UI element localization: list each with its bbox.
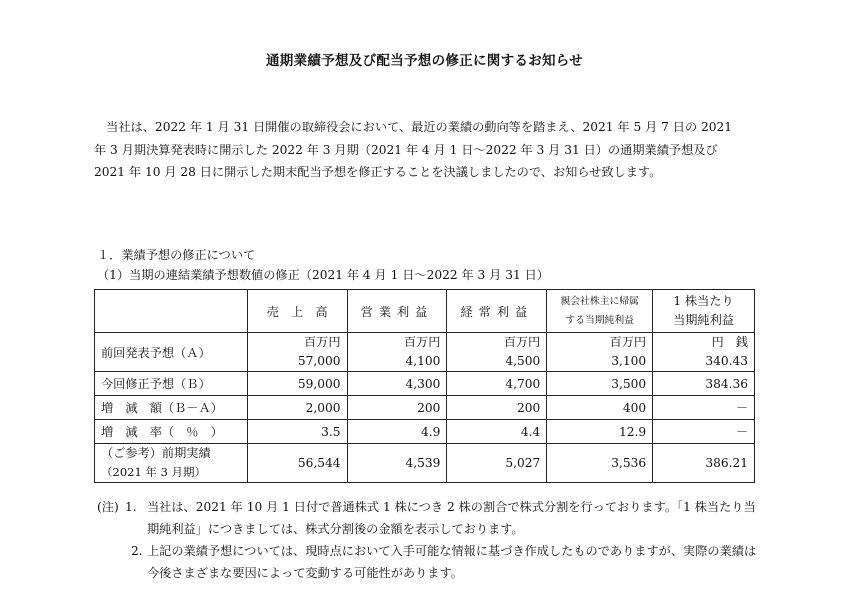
note-prefix: (注) bbox=[97, 500, 119, 514]
note-2 bbox=[97, 540, 757, 584]
header-blank bbox=[95, 290, 248, 333]
cell-operating: 4.9 bbox=[347, 420, 447, 444]
cell-eps: － bbox=[653, 396, 755, 420]
cell-eps: 384.36 bbox=[653, 372, 755, 396]
cell-net: 12.9 bbox=[547, 420, 653, 444]
table-row-rate bbox=[95, 420, 755, 444]
row-label: （ご参考）前期実績 （2021 年 3 月期） bbox=[95, 444, 248, 483]
cell-operating: 4,300 bbox=[347, 372, 447, 396]
table-row-revised-forecast bbox=[95, 372, 755, 396]
notes bbox=[97, 496, 757, 584]
intro-text: 当社は、2022 年 1 月 31 日開催の取締役会において、最近の業績の動向等を踏まえ、2021 年 5 月 7 日の 2021 年 3 月期決算発表時に開示した 2022 年 3 月期（2021 年 4 月 1 日～2022 年 3 月 31 日）の通期業績予想及び 2021 年 10 月 28 日に開示した期末配当予想を修正することを決議しましたので、お知らせ致します。 bbox=[94, 120, 733, 179]
cell-eps: 386.21 bbox=[653, 444, 755, 483]
header-net-income: 親会社株主に帰属 する当期純利益 bbox=[547, 290, 653, 333]
header-eps: 1 株当たり 当期純利益 bbox=[653, 290, 755, 333]
row-label: 前回発表予想（Ａ） bbox=[95, 333, 248, 372]
cell-sales: 3.5 bbox=[247, 420, 347, 444]
subsection-heading: （1）当期の連結業績予想数値の修正（2021 年 4 月 1 日～2022 年 3 月 31 日） bbox=[97, 268, 549, 282]
intro-paragraph bbox=[94, 116, 744, 184]
cell-net: 3,536 bbox=[547, 444, 653, 483]
cell-operating: 4,539 bbox=[347, 444, 447, 483]
note-2-marker: 2. bbox=[131, 544, 143, 558]
note-1 bbox=[97, 496, 757, 540]
header-sales: 売 上 高 bbox=[247, 290, 347, 333]
table-row-previous-results bbox=[95, 444, 755, 483]
cell-eps: － bbox=[653, 420, 755, 444]
cell-net: 百万円 3,100 bbox=[547, 333, 653, 372]
cell-operating: 百万円 4,100 bbox=[347, 333, 447, 372]
header-ordinary: 経常利益 bbox=[447, 290, 547, 333]
cell-sales: 2,000 bbox=[247, 396, 347, 420]
document-title: 通期業績予想及び配当予想の修正に関するお知らせ bbox=[266, 53, 583, 69]
cell-ordinary: 5,027 bbox=[447, 444, 547, 483]
cell-ordinary: 4.4 bbox=[447, 420, 547, 444]
table-row-difference bbox=[95, 396, 755, 420]
row-label: 増 減 率（ ％ ） bbox=[95, 420, 248, 444]
cell-operating: 200 bbox=[347, 396, 447, 420]
table-header-row bbox=[95, 290, 755, 333]
cell-sales: 56,544 bbox=[247, 444, 347, 483]
row-label: 今回修正予想（Ｂ） bbox=[95, 372, 248, 396]
forecast-table bbox=[94, 289, 755, 483]
cell-net: 3,500 bbox=[547, 372, 653, 396]
note-1-marker: 1. bbox=[125, 500, 137, 514]
cell-eps: 円 銭 340.43 bbox=[653, 333, 755, 372]
note-1-text: 当社は、2021 年 10 月 1 日付で普通株式 1 株につき 2 株の割合で株式分割を行っております。「1 株当たり当期純利益」につきましては、株式分割後の金額を表示しております。 bbox=[147, 500, 756, 536]
note-2-text: 上記の業績予想については、現時点において入手可能な情報に基づき作成したものでありますが、実際の業績は今後さまざまな要因によって変動する可能性があります。 bbox=[147, 544, 757, 580]
row-label: 増 減 額（Ｂ－Ａ） bbox=[95, 396, 248, 420]
cell-sales: 59,000 bbox=[247, 372, 347, 396]
cell-net: 400 bbox=[547, 396, 653, 420]
table-row-previous-forecast bbox=[95, 333, 755, 372]
cell-sales: 百万円 57,000 bbox=[247, 333, 347, 372]
cell-ordinary: 4,700 bbox=[447, 372, 547, 396]
header-operating: 営業利益 bbox=[347, 290, 447, 333]
cell-ordinary: 200 bbox=[447, 396, 547, 420]
cell-ordinary: 百万円 4,500 bbox=[447, 333, 547, 372]
section-heading: １．業績予想の修正について bbox=[97, 248, 256, 262]
